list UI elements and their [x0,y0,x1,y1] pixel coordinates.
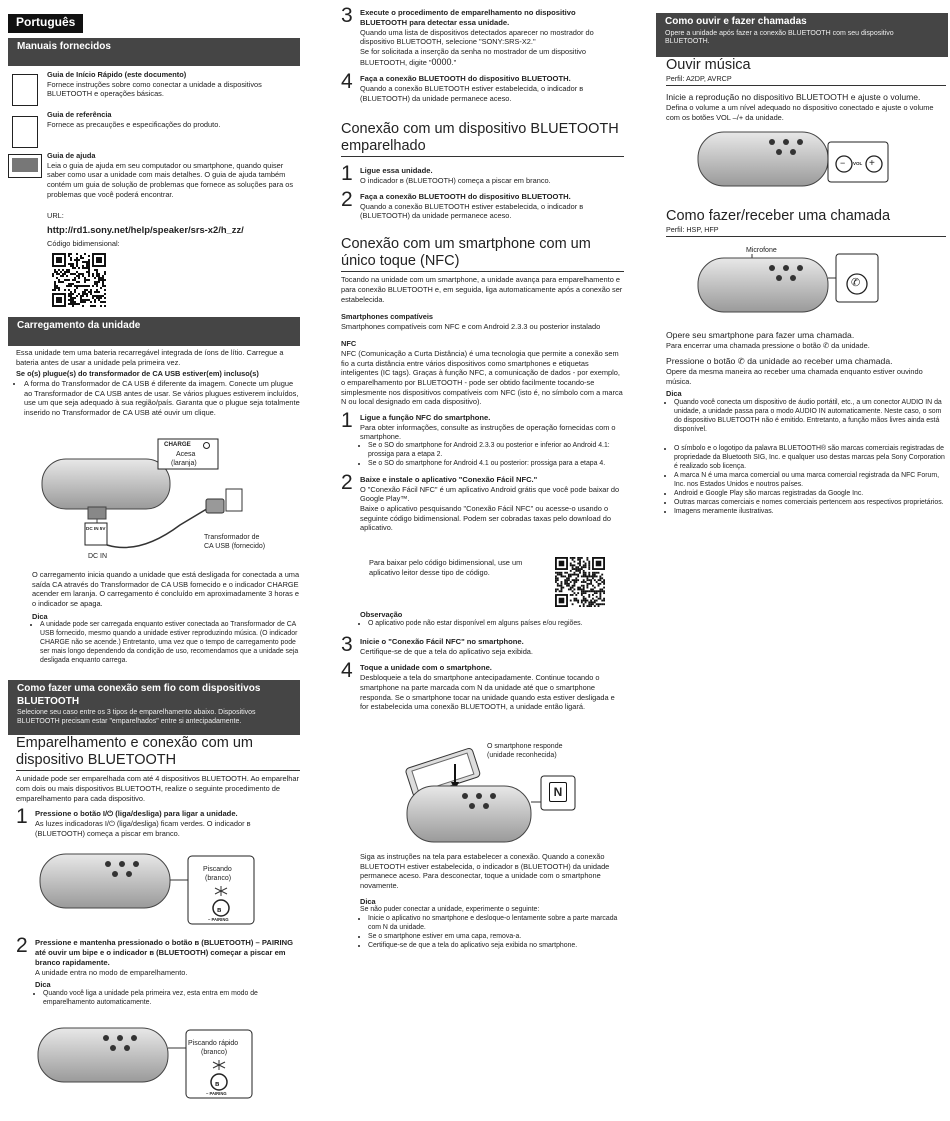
music-title: Ouvir música [666,57,751,73]
call-text-block [666,330,946,516]
charge-indicator-label: CHARGE [164,441,191,448]
help-url-link[interactable]: http://rd1.sony.net/help/speaker/srs-x2/h_zz/ [47,223,244,235]
respond-label-2: (unidade reconhecida) [487,752,557,759]
pairing-tag: – PAIRING [208,917,229,922]
pairing-step-3-title: Execute o procedimento de emparelhamento no dispositivo BLUETOOTH para detectar essa unidade. [360,8,576,27]
charging-title: Carregamento da unidade [17,320,141,331]
legal-4: • Outras marcas comerciais e nomes comerciais pertencem aos respectivos proprietários. [674,499,946,508]
paired-step-1-number: 1 [341,162,353,186]
nfc-tip-3: • Certifique-se de que a tela do aplicativo seja exibida no smartphone. [368,942,624,951]
language-tab: Português [8,14,83,33]
reference-guide-icon [12,116,38,148]
charge-lit-label: Acesa [176,451,196,458]
paired-step-1-title: Ligue essa unidade. [360,166,433,176]
nfc-title: Conexão com um smartphone com um único toque (NFC) [341,236,624,272]
plug-heading: Se o(s) plugue(s) do transformador de CA USB estiver(em) incluso(s) [16,369,259,379]
pairing-title: Emparelhamento e conexão com um dispositivo BLUETOOTH [16,735,300,771]
nfc-qr-text: Para baixar pelo código bidimensional, use um aplicativo leitor desse tipo de código. [369,558,523,577]
pairing-tip: • Quando você liga a unidade pela primeira vez, esta entra em modo de emparelhamento automaticamente. [43,990,300,1008]
nfc-step-3-number: 3 [341,633,353,656]
power-on-illustration [38,850,278,930]
paired-title: Conexão com um dispositivo BLUETOOTH emparelhado [341,121,624,157]
nfc-tip-2: • Se o smartphone estiver em uma capa, remova-a. [368,933,624,942]
nfc-app-qr-code-icon[interactable] [555,557,605,607]
volume-illustration [696,128,936,190]
wireless-title: Como fazer uma conexão sem fio com dispositivos BLUETOOTH [17,683,261,707]
manuals-section [8,68,300,308]
nfc-step-3-text: Certifique-se de que a tela do aplicativo seja exibida. [360,646,533,656]
pairing-step-2-number: 2 [16,934,28,957]
nfc-step-2-title: Baixe e instale o aplicativo "Conexão Fácil NFC." [360,474,538,484]
paired-step-2-title: Faça a conexão BLUETOOTH do dispositivo BLUETOOTH. [360,191,571,201]
paired-step-2 [341,187,624,221]
pairing-step-1-title: Pressione o botão I/⏻ (liga/desliga) para ligar a unidade. [35,809,238,819]
call-profile: Perfil: HSP, HFP [666,225,946,237]
call-button-icon: ✆ [851,277,861,289]
charging-illustration [30,437,280,565]
pairing-step-2-text: A unidade entra no modo de emparelhamento. [35,967,188,977]
pairing-intro: A unidade pode ser emparelhada com até 4 dispositivos BLUETOOTH. Ao emparelhar com dois ou mais dispositivos BLUETOOTH, realize o seguinte procedimento de emparelhamento para cada dispositivo. [16,774,299,803]
volume-down-icon: − [840,158,846,168]
adapter-label-2: CA USB (fornecido) [204,543,266,550]
respond-label-1: O smartphone responde [487,743,563,750]
wireless-header [8,680,300,735]
nfc-after-text: Siga as instruções na tela para estabelecer a conexão. Quando a conexão BLUETOOTH estiver estabelecida, o indicador ʙ (BLUETOOTH) da unidade permanece aceso. Para desconectar, toque a unidade com o smartphone novamente. [360,852,610,890]
microphone-label: Microfone [746,247,777,254]
nfc-after-block [360,852,624,951]
bluetooth-icon: ʙ [217,907,222,914]
pairing-step-3 [341,4,624,68]
qr-code-label: Código bidimensional: [47,238,120,248]
call-lead-1: Opere seu smartphone para fazer uma chamada. [666,330,855,340]
music-profile: Perfil: A2DP, AVRCP [666,74,946,86]
nfc-tip-heading: Dica [360,896,376,906]
call-section [666,208,946,237]
charging-tip: • A unidade pode ser carregada enquanto estiver conectada ao Transformador de CA USB fornecido, mesmo quando a unidade estiver reproduzindo música. (O indicador CHARGE não se acende.) Entretanto, uma vez que o tempo de carregamento pode ser mais longo dependendo da condição de uso, recomendamos que a unidade seja desligada enquanto carrega. [40,621,300,666]
music-section [666,57,946,122]
call-tip: • Quando você conecta um dispositivo de áudio portátil, etc., a um conector AUDIO IN da unidade, a unidade passa para o modo AUDIO IN automaticamente. Neste caso, o som do dispositivo BLUETOOTH não é emitido. Entretanto, a função mãos livres ainda está disponível. [674,399,946,435]
nfc-step-1-bullet-2: • Se o SO do smartphone for Android 4.1 ou posterior: prossiga para a etapa 4. [368,460,624,469]
nfc-intro: Tocando na unidade com um smartphone, a unidade avança para emparelhamento e para conexão BLUETOOTH e, em seguida, liga automaticamente após a conexão ser estabelecida. [341,275,623,304]
nfc-note-block [360,610,624,629]
nfc-compat-text: Smartphones compatíveis com NFC e com Android 2.3.3 ou posterior instalado [341,321,601,331]
nfc-step-1-title: Ligue a função NFC do smartphone. [360,412,491,422]
blink-label-1: Piscando [203,866,232,873]
guide-quick [47,70,297,99]
nfc-tip-intro: Se não puder conectar a unidade, experimente o seguinte: [360,906,540,914]
listen-title: Como ouvir e fazer chamadas [665,16,807,27]
url-label: URL: [47,211,64,220]
nfc-note: • O aplicativo pode não estar disponível em alguns países e/ou regiões. [368,620,624,629]
help-guide-screen-icon [8,154,42,178]
charge-led-icon [203,442,210,449]
pairing-mode-illustration [36,1024,276,1104]
listen-subtitle: Opere a unidade após fazer a conexão BLUETOOTH com seu dispositivo BLUETOOTH. [665,29,894,46]
legal-2: • A marca N é uma marca comercial ou uma marca comercial registrada da NFC Forum, Inc. nos Estados Unidos e noutros países. [674,472,946,490]
volume-up-icon: + [869,158,875,169]
charging-body [32,570,300,666]
plug-note: • A forma do Transformador de CA USB é diferente da imagem. Conecte um plugue ao Transformador de CA USB antes de usar. Se vários plugues estiverem incluídos, use um que seja adequado à sua região/país. Garanta que o plugue seja totalmente inserido no Transformador de CA USB até ouvir um clique. [24,379,300,418]
nfc-section [341,236,624,533]
adapter-label-1: Transformador de [204,534,260,541]
nfc-step-3 [341,633,624,656]
pairing-step-2-title: Pressione e mantenha pressionado o botão ʙ (BLUETOOTH) – PAIRING até ouvir um bipe e o indicador ʙ (BLUETOOTH) começar a piscar em branco rapidamente. [35,938,293,967]
call-illustration [696,246,936,316]
pairing-step-4 [341,70,624,103]
guide-help-title: Guia de ajuda [47,151,96,160]
guide-help [47,151,297,199]
speaker-fast-blink-drawing [36,1024,276,1104]
pairing-step-1 [16,805,300,838]
nfc-tip-1: • Inicie o aplicativo no smartphone e desloque-o lentamente sobre a parte marcada com N da unidade. [368,915,624,933]
pairing-step-4-title: Faça a conexão BLUETOOTH do dispositivo BLUETOOTH. [360,74,571,84]
pairing-step-1-number: 1 [16,805,28,829]
call-title: Como fazer/receber uma chamada [666,208,891,224]
passkey: 0000 [431,56,452,67]
fast-blink-label-2: (branco) [201,1049,228,1056]
pairing-step-3-number: 3 [341,4,353,27]
call-text-1: Para encerrar uma chamada pressione o botão ✆ da unidade. [666,341,870,351]
nfc-heading: NFC [341,339,357,349]
nfc-step-4-text: Desbloqueie a tela do smartphone antecipadamente. Continue tocando o smartphone na parte marcada com N da unidade até que o smartphone responda. Se o smartphone tocar na unidade quando esta estiver desligada e for estabelecida uma conexão BLUETOOTH, a unidade então ligará. [360,673,615,712]
pairing-step-3-4 [341,4,624,103]
guide-quick-title: Guia de Início Rápido (este documento) [47,70,187,79]
blink-label-2: (branco) [205,875,232,882]
paired-step-1 [341,162,624,186]
charging-tip-heading: Dica [32,611,48,621]
speaker-volume-drawing [696,128,936,190]
music-text: Defina o volume a um nível adequado no dispositivo conectado e ajuste o volume com os botões VOL –/+ da unidade. [666,103,934,122]
pairing-section [16,735,300,838]
guide-quick-text: Fornece instruções sobre como conectar a unidade a dispositivos BLUETOOTH e operações básicas. [47,79,262,99]
speaker-blink-drawing [38,850,278,930]
legal-3: • Android e Google Play são marcas registradas da Google Inc. [674,490,946,499]
pairing-step-3-text1: Quando uma lista de dispositivos detectados aparecer no mostrador do dispositivo BLUETOOTH, selecione "SONY:SRS-X2." [360,27,594,47]
nfc-steps-3-4 [341,633,624,712]
nfc-compat-heading: Smartphones compatíveis [341,312,434,322]
pairing-tip-heading: Dica [35,980,51,990]
charging-description: O carregamento inicia quando a unidade que está desligada for conectada a uma saída CA através do Transformador de CA USB fornecido e o indicador CHARGE acender em laranja. O carregamento é concluído em aproximadamente 3 horas e o indicador se apaga. [32,570,300,608]
speaker-call-drawing [696,246,936,316]
music-lead: Inicie a reprodução no dispositivo BLUETOOTH e ajuste o volume. [666,92,921,103]
vol-label: VOL [853,161,863,166]
nfc-step-4-number: 4 [341,659,353,683]
nfc-step-4 [341,659,624,712]
nfc-step-1 [341,408,624,469]
guide-reference-text: Fornece as precauções e especificações do produto. [47,119,221,129]
nfc-description: NFC (Comunicação a Curta Distância) é uma tecnologia que permite a conexão sem fio a curta distância entre vários dispositivos como smartphones e etiquetas inteligentes (IC tags). Graças à função NFC, a comunicação de dados - por exemplo, o emparelhamento por BLUETOOTH - pode ser obtido facilmente tocando-se simplesmente nos dispositivos compatíveis com NFC (isto é, no símbolo com a marca N ou local designado em cada dispositivo). [341,349,623,407]
pairing-step-4-number: 4 [341,70,353,94]
legal-1: • O símbolo e o logotipo da palavra BLUETOOTH® são marcas comerciais registradas de propriedade da Bluetooth SIG, Inc. e qualquer uso destas marcas pela Sony Corporation é realizado sob licença. [674,445,946,472]
paired-step-1-text: O indicador ʙ (BLUETOOTH) começa a piscar em branco. [360,176,551,186]
nfc-step-2-text2: Baixe o aplicativo pesquisando "Conexão Fácil NFC" ou acesse-o usando o seguinte código bidimensional. Podem ser cobradas taxas pelo download do aplicativo. [360,503,612,533]
fast-blink-label-1: Piscando rápido [188,1040,239,1047]
charge-orange-label: (laranja) [171,460,197,467]
pairing-step-4-text: Quando a conexão BLUETOOTH estiver estabelecida, o indicador ʙ (BLUETOOTH) da unidade permanece aceso. [360,84,584,103]
dcin-port-label: DC IN 5V [86,526,106,531]
paired-step-2-number: 2 [341,187,353,211]
guide-reference-title: Guia de referência [47,110,112,119]
quick-guide-icon [12,74,38,106]
pairing-step-2 [16,934,300,1008]
nfc-step-2-number: 2 [341,470,353,494]
manuals-header [8,38,300,66]
nfc-step-1-bullet-1: • Se o SO do smartphone for Android 2.3.3 ou posterior e inferior ao Android 4.1: prossiga para a etapa 2. [368,442,624,460]
nfc-note-heading: Observação [360,610,403,619]
guide-help-text: Leia o guia de ajuda em seu computador ou smartphone, quando quiser saber como usar a unidade com mais detalhes. O guia de ajuda também contém um guia de solução de problemas que fornece as soluções para os problemas que você poderá encontrar. [47,160,294,199]
dcin-label: DC IN [88,553,108,560]
call-lead-2: Pressione o botão ✆ da unidade ao receber uma chamada. [666,355,893,366]
help-qr-code-icon[interactable] [52,253,106,307]
nfc-step-2-text1: O "Conexão Fácil NFC" é um aplicativo Android grátis que você pode baixar do Google Play™. [360,484,620,504]
nfc-n-mark-icon: N [549,782,567,802]
guide-reference [47,110,297,129]
listen-header [656,13,948,57]
nfc-step-2 [341,470,624,533]
nfc-step-3-title: Inicie o "Conexão Fácil NFC" no smartphone. [360,637,524,646]
charging-intro: Essa unidade tem uma bateria recarregável integrada de íons de lítio. Carregue a bateria antes de usar a unidade pela primeira vez. [16,348,284,367]
legal-5: • Imagens meramente ilustrativas. [674,508,946,517]
pairing-step-2-block [16,934,300,1008]
nfc-touch-illustration [401,740,621,846]
pairing-step-3-text3: ." [451,57,457,67]
paired-step-2-text: Quando a conexão BLUETOOTH estiver estabelecida, o indicador ʙ (BLUETOOTH) da unidade permanece aceso. [360,201,584,221]
nfc-step-1-text: Para obter informações, consulte as instruções de operação fornecidas com o smartphone. [360,422,616,442]
nfc-step-4-title: Toque a unidade com o smartphone. [360,663,492,673]
charging-header [8,317,300,346]
pairing-tag-2: – PAIRING [206,1091,227,1096]
call-text-2: Opere da mesma maneira ao receber uma chamada enquanto estiver ouvindo música. [666,366,923,386]
pairing-step-1-text: As luzes indicadoras I/⏻ (liga/desliga) ficam verdes. O indicador ʙ (BLUETOOTH) começa a piscar em branco. [35,819,251,838]
manuals-title: Manuais fornecidos [17,41,111,52]
pairing-step-3-text2: Se for solicitada a inserção da senha no mostrador de um dispositivo BLUETOOTH, digite " [360,46,586,67]
paired-section [341,121,624,221]
nfc-step-1-number: 1 [341,408,353,432]
call-tip-heading: Dica [666,389,682,399]
wireless-subtitle: Selecione seu caso entre os 3 tipos de emparelhamento abaixo. Dispositivos BLUETOOTH precisam estar "emparelhados" entre si antecipadamente. [17,709,256,725]
bluetooth-icon-2: ʙ [215,1081,220,1088]
help-url-block [47,211,297,248]
charging-section [16,348,300,417]
